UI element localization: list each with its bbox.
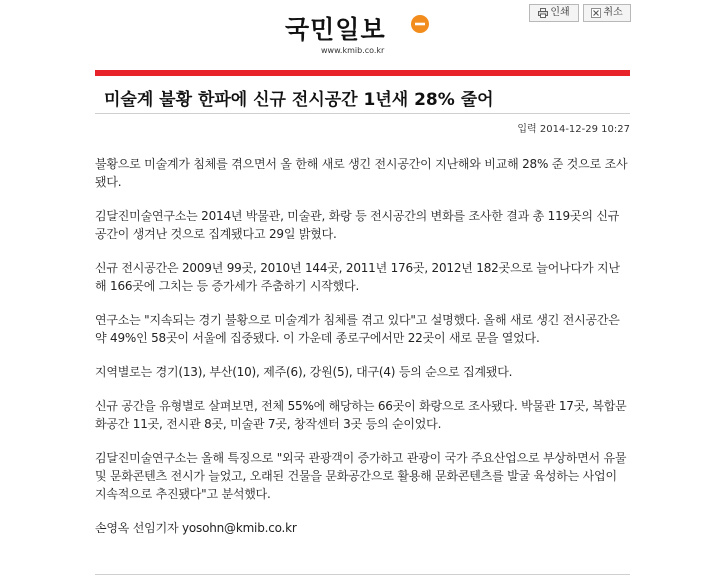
site-logo[interactable] bbox=[285, 10, 445, 60]
date-label: 입력 bbox=[517, 124, 537, 135]
date-value: 2014-12-29 10:27 bbox=[539, 124, 630, 135]
logo-text: 국민일보 bbox=[285, 15, 386, 44]
print-button[interactable] bbox=[529, 4, 579, 22]
article-paragraph: 지역별로는 경기(13), 부산(10), 제주(6), 강원(5), 대구(4) 등의 순으로 집계됐다. bbox=[95, 365, 513, 379]
article-paragraph: 신규 전시공간은 2009년 99곳, 2010년 144곳, 2011년 176곳, 2012년 182곳으로 늘어나다가 지난해 166곳에 그치는 등 증가세가 주춤하기 시작했다. bbox=[95, 261, 620, 293]
header-divider bbox=[95, 70, 630, 76]
masthead bbox=[0, 0, 720, 70]
article-paragraph: 김달진미술연구소는 올해 특징으로 "외국 관광객이 증가하고 관광이 국가 주요산업으로 부상하면서 유물 및 문화콘텐츠 전시가 늘었고, 오래된 건물을 문화공간으로 활용해 문화콘텐츠를 발굴 육성하는 사업이 지속적으로 추진됐다"고 분석했다. bbox=[95, 451, 627, 501]
title-divider bbox=[95, 113, 630, 114]
print-label: 인쇄 bbox=[550, 7, 570, 18]
article-paragraph: 불황으로 미술계가 침체를 겪으면서 올 한해 새로 생긴 전시공간이 지난해와 비교해 28% 준 것으로 조사됐다. bbox=[95, 157, 628, 189]
article-byline: 손영옥 선임기자 yosohn@kmib.co.kr bbox=[95, 521, 297, 535]
article-dateline bbox=[505, 120, 630, 135]
cancel-button[interactable] bbox=[583, 4, 631, 22]
logo-url: www.kmib.co.kr bbox=[321, 46, 385, 55]
article-paragraph: 연구소는 "지속되는 경기 불황으로 미술계가 침체를 겪고 있다"고 설명했다. 올해 새로 생긴 전시공간은 약 49%인 58곳이 서울에 집중됐다. 이 가운데 종로구에서만 22곳이 새로 문을 열었다. bbox=[95, 313, 620, 345]
footer-divider bbox=[95, 574, 630, 575]
printer-icon bbox=[538, 8, 548, 18]
article-body bbox=[95, 155, 630, 553]
logo-mark-icon bbox=[410, 14, 430, 34]
article-title: 미술계 불황 한파에 신규 전시공간 1년새 28% 줄어 bbox=[104, 90, 494, 110]
cancel-label: 취소 bbox=[603, 7, 623, 18]
article-paragraph: 신규 공간을 유형별로 살펴보면, 전체 55%에 해당하는 66곳이 화랑으로 조사됐다. 박물관 17곳, 복합문화공간 11곳, 전시관 8곳, 미술관 7곳, 창작센터 3곳 등의 순이었다. bbox=[95, 399, 627, 431]
article-paragraph: 김달진미술연구소는 2014년 박물관, 미술관, 화랑 등 전시공간의 변화를 조사한 결과 총 119곳의 신규 공간이 생겨난 것으로 집계됐다고 29일 밝혔다. bbox=[95, 209, 620, 241]
close-icon bbox=[591, 8, 601, 18]
